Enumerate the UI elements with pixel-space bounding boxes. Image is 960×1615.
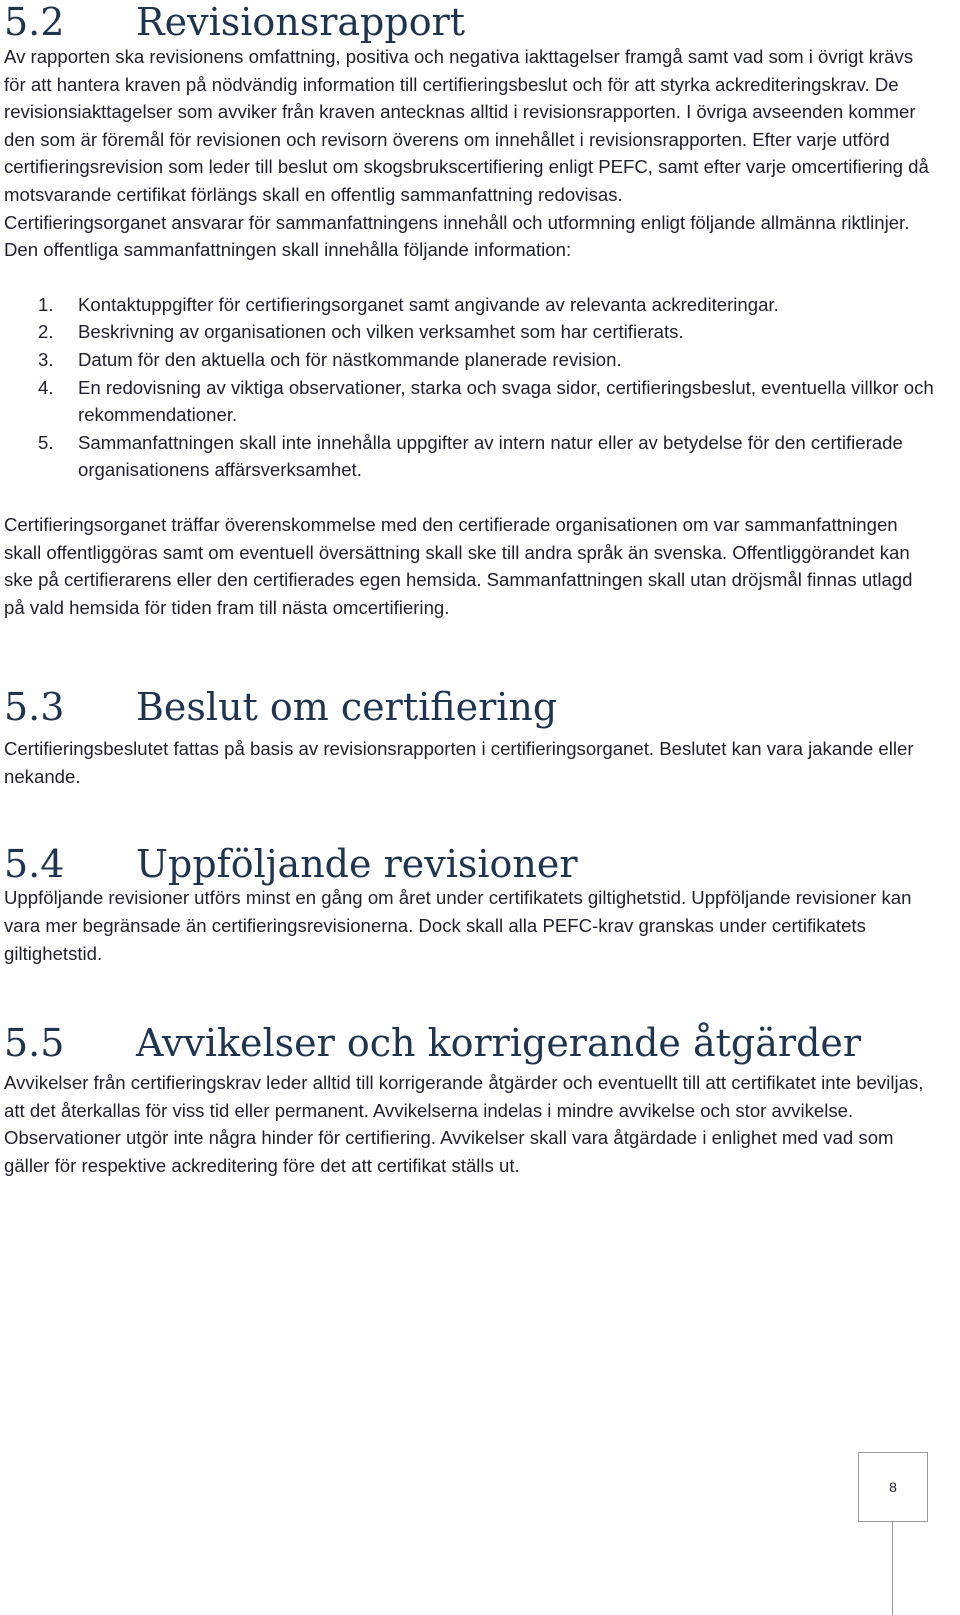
section-number: 5.3: [4, 685, 65, 730]
list-marker: 1.: [38, 293, 54, 315]
page-number-divider: [892, 1522, 893, 1615]
section-title: Avvikelser och korrigerande åtgärder: [136, 1021, 862, 1066]
list-item: [4, 346, 934, 374]
section-number: 5.5: [4, 1021, 65, 1066]
document-page: [4, 0, 934, 1180]
paragraph: Avvikelser från certifieringskrav leder alltid till korrigerande åtgärder och eventuellt till att certifikatet inte beviljas, att det återkallas för viss tid eller permanent. Avvikelserna indelas i mindre avvikelse och stor avvikelse. Observationer utgör inte några hinder för certifiering. Avvikelser skall vara åtgärdade i enlighet med vad som gäller för respektive ackreditering före det att certifikat ställs ut.: [4, 1072, 924, 1177]
section-title: Revisionsrapport: [136, 0, 466, 44]
section-number: 5.4: [4, 842, 65, 887]
paragraph: Certifieringsorganet träffar överenskommelse med den certifierade organisationen om var sammanfattningen skall offentliggöras samt om eventuell översättning skall ske till andra språk än svenska. Offentliggörandet kan ske på certifierarens eller den certifierades egen hemsida. Sammanfattningen skall utan dröjsmål finnas utlagd på vald hemsida för tiden fram till nästa omcertifiering.: [4, 513, 913, 618]
list-item-text: Beskrivning av organisationen och vilken verksamhet som har certifierats.: [78, 321, 684, 343]
section-title: Uppföljande revisioner: [136, 842, 578, 887]
section-heading-5-4: [4, 842, 934, 886]
paragraph: Certifieringsbeslutet fattas på basis av revisionsrapporten i certifieringsorganet. Beslutet kan vara jakande eller nekande.: [4, 738, 914, 787]
list-item-text: Datum för den aktuella och för nästkommande planerade revision.: [78, 348, 622, 370]
list-marker: 3.: [38, 348, 54, 370]
list-item-text: Kontaktuppgifter för certifieringsorganet samt angivande av relevanta ackrediteringar.: [78, 293, 779, 315]
section-number: 5.2: [4, 0, 65, 44]
list-marker: 4.: [38, 376, 54, 398]
list-item-text: En redovisning av viktiga observationer, starka och svaga sidor, certifieringsbeslut, eventuella villkor och rekommendationer.: [78, 376, 934, 426]
section-heading-5-3: [4, 685, 934, 729]
list-item: [4, 429, 934, 484]
section-heading-5-2: [4, 0, 934, 44]
list-item: [4, 291, 934, 319]
list-marker: 2.: [38, 321, 54, 343]
page-number: 8: [889, 1479, 897, 1495]
numbered-list: [4, 291, 934, 484]
list-item: [4, 374, 934, 429]
list-item: [4, 318, 934, 346]
section-heading-5-5: [4, 1021, 934, 1065]
paragraph: Av rapporten ska revisionens omfattning, positiva och negativa iakttagelser framgå samt vad som i övrigt krävs för att hantera kraven på nödvändig information till certifieringsbeslut och för att styrka ackrediteringskrav. De revisionsiakttagelser som avviker från kraven antecknas alltid i revisionsrapporten. I övriga avseenden kommer den som är föremål för revisionen och revisorn överens om innehållet i revisionsrapporten. Efter varje utförd certifieringsrevision som leder till beslut om skogsbrukscertifiering enligt PEFC, samt efter varje omcertifiering då motsvarande certifikat förlängs skall en offentlig sammanfattning redovisas.: [4, 46, 929, 205]
list-item-text: Sammanfattningen skall inte innehålla uppgifter av intern natur eller av betydelse för den certifierade organisationens affärsverksamhet.: [78, 431, 903, 481]
paragraph: Uppföljande revisioner utförs minst en gång om året under certifikatets giltighetstid. Uppföljande revisioner kan vara mer begränsade än certifieringsrevisionerna. Dock skall alla PEFC-krav granskas under certifikatets giltighetstid.: [4, 887, 912, 964]
paragraph: Certifieringsorganet ansvarar för sammanfattningens innehåll och utformning enligt följande allmänna riktlinjer. Den offentliga sammanfattningen skall innehålla följande information:: [4, 211, 910, 261]
section-title: Beslut om certifiering: [136, 685, 558, 730]
page-number-box: [858, 1452, 928, 1522]
list-marker: 5.: [38, 431, 54, 453]
